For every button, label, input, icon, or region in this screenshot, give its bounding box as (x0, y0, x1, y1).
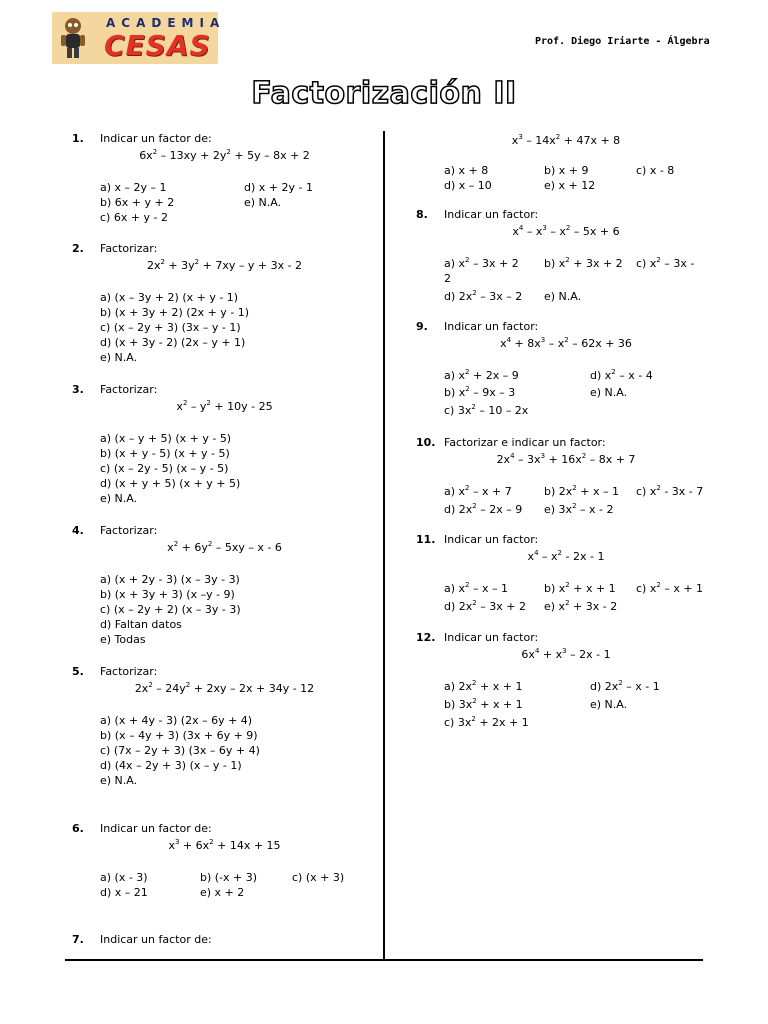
page-title: Factorización II (251, 76, 517, 111)
logo-cesas-text: CESAS (104, 29, 211, 62)
option-d: d) Faltan datos (100, 618, 182, 631)
option-a: a) (x – 3y + 2) (x + y - 1) (100, 291, 239, 304)
option-a: a) $x^2 - x + 7$ (444, 484, 512, 498)
academia-cesas-logo (52, 12, 226, 64)
option-b: b) x + 9 (544, 164, 589, 177)
question-number: 2. (72, 242, 84, 255)
question-statement: Indicar un factor: (444, 533, 539, 546)
question-number: 7. (72, 933, 84, 946)
option-e: e) $x^2 + 3x - 2$ (544, 599, 618, 613)
option-e: e) N.A. (544, 290, 582, 303)
option-c: c) $3x^2 - 10 - 2x$ (444, 403, 529, 417)
option-a: a) $x^2 - 3x + 2$ (444, 256, 519, 270)
column-divider (383, 131, 385, 961)
question-expression: $2x^4 - 3x^3 + 16x^2 - 8x + 7$ (496, 452, 636, 466)
question-number: 1. (72, 132, 84, 145)
option-c: c) $x^2 - 3x - 7$ (636, 484, 704, 498)
option-b: b) $x^2 - 9x - 3$ (444, 385, 516, 399)
option-e: e) N.A. (590, 386, 628, 399)
question-expression: $6x^2 - 13xy + 2y^2 + 5y - 8x + 2$ (139, 148, 310, 162)
option-a: a) (x + 2y - 3) (x – 3y - 3) (100, 573, 240, 586)
question-statement: Factorizar: (100, 383, 158, 396)
question-statement: Factorizar: (100, 665, 158, 678)
option-d: d) x – 10 (444, 179, 492, 192)
question-expression: $x^4 - x^2 - 2x - 1$ (527, 549, 605, 563)
question-expression: $x^2 + 6y^2 - 5xy - x - 6$ (167, 540, 282, 554)
option-b: b) (x + 3y + 2) (2x + y - 1) (100, 306, 250, 319)
question-number: 4. (72, 524, 84, 537)
question-expression: $x^3 + 6x^2 + 14x + 15$ (168, 838, 281, 852)
question-number: 6. (72, 822, 84, 835)
option-e: e) N.A. (590, 698, 628, 711)
option-b: b) (-x + 3) (200, 871, 258, 884)
question-number: 3. (72, 383, 84, 396)
question-statement: Indicar un factor de: (100, 132, 212, 145)
option-c-wrap: 2 (444, 272, 451, 285)
option-e: e) N.A. (100, 774, 138, 787)
question-statement: Factorizar: (100, 242, 158, 255)
option-a: a) x – 2y – 1 (100, 181, 167, 194)
question-number: 5. (72, 665, 84, 678)
question-number: 9. (416, 320, 428, 333)
option-d: d) (4x – 2y + 3) (x – y - 1) (100, 759, 242, 772)
option-e: e) Todas (100, 633, 146, 646)
mascot-icon (58, 16, 88, 60)
option-d: d) (x + y + 5) (x + y + 5) (100, 477, 241, 490)
question-statement: Indicar un factor: (444, 320, 539, 333)
option-e: e) N.A. (100, 492, 138, 505)
option-b: b) $2x^2 + x - 1$ (544, 484, 619, 498)
logo-academia-text: ACADEMIA (106, 16, 226, 30)
question-statement: Indicar un factor de: (100, 933, 212, 946)
option-d: d) $x^2$ – x - 4 (590, 368, 653, 382)
footer-rule (65, 959, 703, 961)
question-number: 10. (416, 436, 436, 449)
option-d: d) $2x^2 - 3x - 2$ (444, 289, 523, 303)
option-b: b) $x^2 + 3x + 2$ (544, 256, 623, 270)
option-d: d) x – 21 (100, 886, 148, 899)
question-expression: $x^4 + 8x^3 - x^2 - 62x + 36$ (500, 336, 632, 350)
question-number: 8. (416, 208, 428, 221)
option-e: e) N.A. (244, 196, 282, 209)
option-c: c) $x^2 - x + 1$ (636, 581, 704, 595)
question-statement: Indicar un factor: (444, 631, 539, 644)
option-a: a) $2x^2 + x + 1$ (444, 679, 523, 693)
option-c: c) (x + 3) (292, 871, 345, 884)
option-e: e) $3x^2$ – x - 2 (544, 502, 614, 516)
option-c: c) (x – 2y + 3) (3x – y - 1) (100, 321, 241, 334)
option-e: e) N.A. (100, 351, 138, 364)
question-expression: $x^4 - x^3 - x^2 - 5x + 6$ (512, 224, 620, 238)
option-c: c) x - 8 (636, 164, 675, 177)
question-expression: $2x^2 - 24y^2 + 2xy - 2x + 34y - 12$ (134, 681, 315, 695)
question-statement: Indicar un factor: (444, 208, 539, 221)
option-a: a) (x + 4y - 3) (2x – 6y + 4) (100, 714, 253, 727)
option-d: d) $2x^2$ – x - 1 (590, 679, 660, 693)
option-a: a) $x^2 + 2x - 9$ (444, 368, 519, 382)
option-d: d) x + 2y - 1 (244, 181, 313, 194)
option-e: e) x + 2 (200, 886, 245, 899)
option-d: d) (x + 3y - 2) (2x – y + 1) (100, 336, 246, 349)
professor-subject: Prof. Diego Iriarte - Álgebra (535, 36, 710, 47)
option-d: d) $2x^2 - 3x + 2$ (444, 599, 526, 613)
option-c: c) (x – 2y + 2) (x – 3y - 3) (100, 603, 241, 616)
option-b: b) (x + y - 5) (x + y - 5) (100, 447, 230, 460)
option-a: a) (x - 3) (100, 871, 148, 884)
option-e: e) x + 12 (544, 179, 596, 192)
question-statement: Factorizar e indicar un factor: (444, 436, 606, 449)
option-b: b) (x – 4y + 3) (3x + 6y + 9) (100, 729, 258, 742)
question-expression: $6x^4 + x^3 - 2x - 1$ (521, 647, 611, 661)
question-statement: Indicar un factor de: (100, 822, 212, 835)
option-a: a) (x – y + 5) (x + y - 5) (100, 432, 232, 445)
option-c: c) 6x + y - 2 (100, 211, 169, 224)
option-c: c) (x – 2y - 5) (x – y - 5) (100, 462, 229, 475)
option-a: a) x + 8 (444, 164, 489, 177)
question-number: 11. (416, 533, 436, 546)
option-b: b) 6x + y + 2 (100, 196, 175, 209)
question-expression: $x^2 - y^2 + 10y - 25$ (176, 399, 273, 413)
option-c: c) $3x^2 + 2x + 1$ (444, 715, 529, 729)
option-d: d) $2x^2 - 2x - 9$ (444, 502, 523, 516)
question-expression: $x^3 - 14x^2 + 47x + 8$ (511, 133, 621, 147)
option-c: c) $x^2 - 3x$ - (636, 256, 695, 270)
option-b: b) $x^2 + x + 1$ (544, 581, 616, 595)
question-number: 12. (416, 631, 436, 644)
option-b: b) $3x^2 + x + 1$ (444, 697, 523, 711)
option-c: c) (7x – 2y + 3) (3x – 6y + 4) (100, 744, 260, 757)
option-a: a) $x^2$ – x – 1 (444, 581, 509, 595)
option-b: b) (x + 3y + 3) (x –y - 9) (100, 588, 235, 601)
question-expression: $2x^2 + 3y^2 + 7xy - y + 3x - 2$ (146, 258, 303, 272)
question-statement: Factorizar: (100, 524, 158, 537)
